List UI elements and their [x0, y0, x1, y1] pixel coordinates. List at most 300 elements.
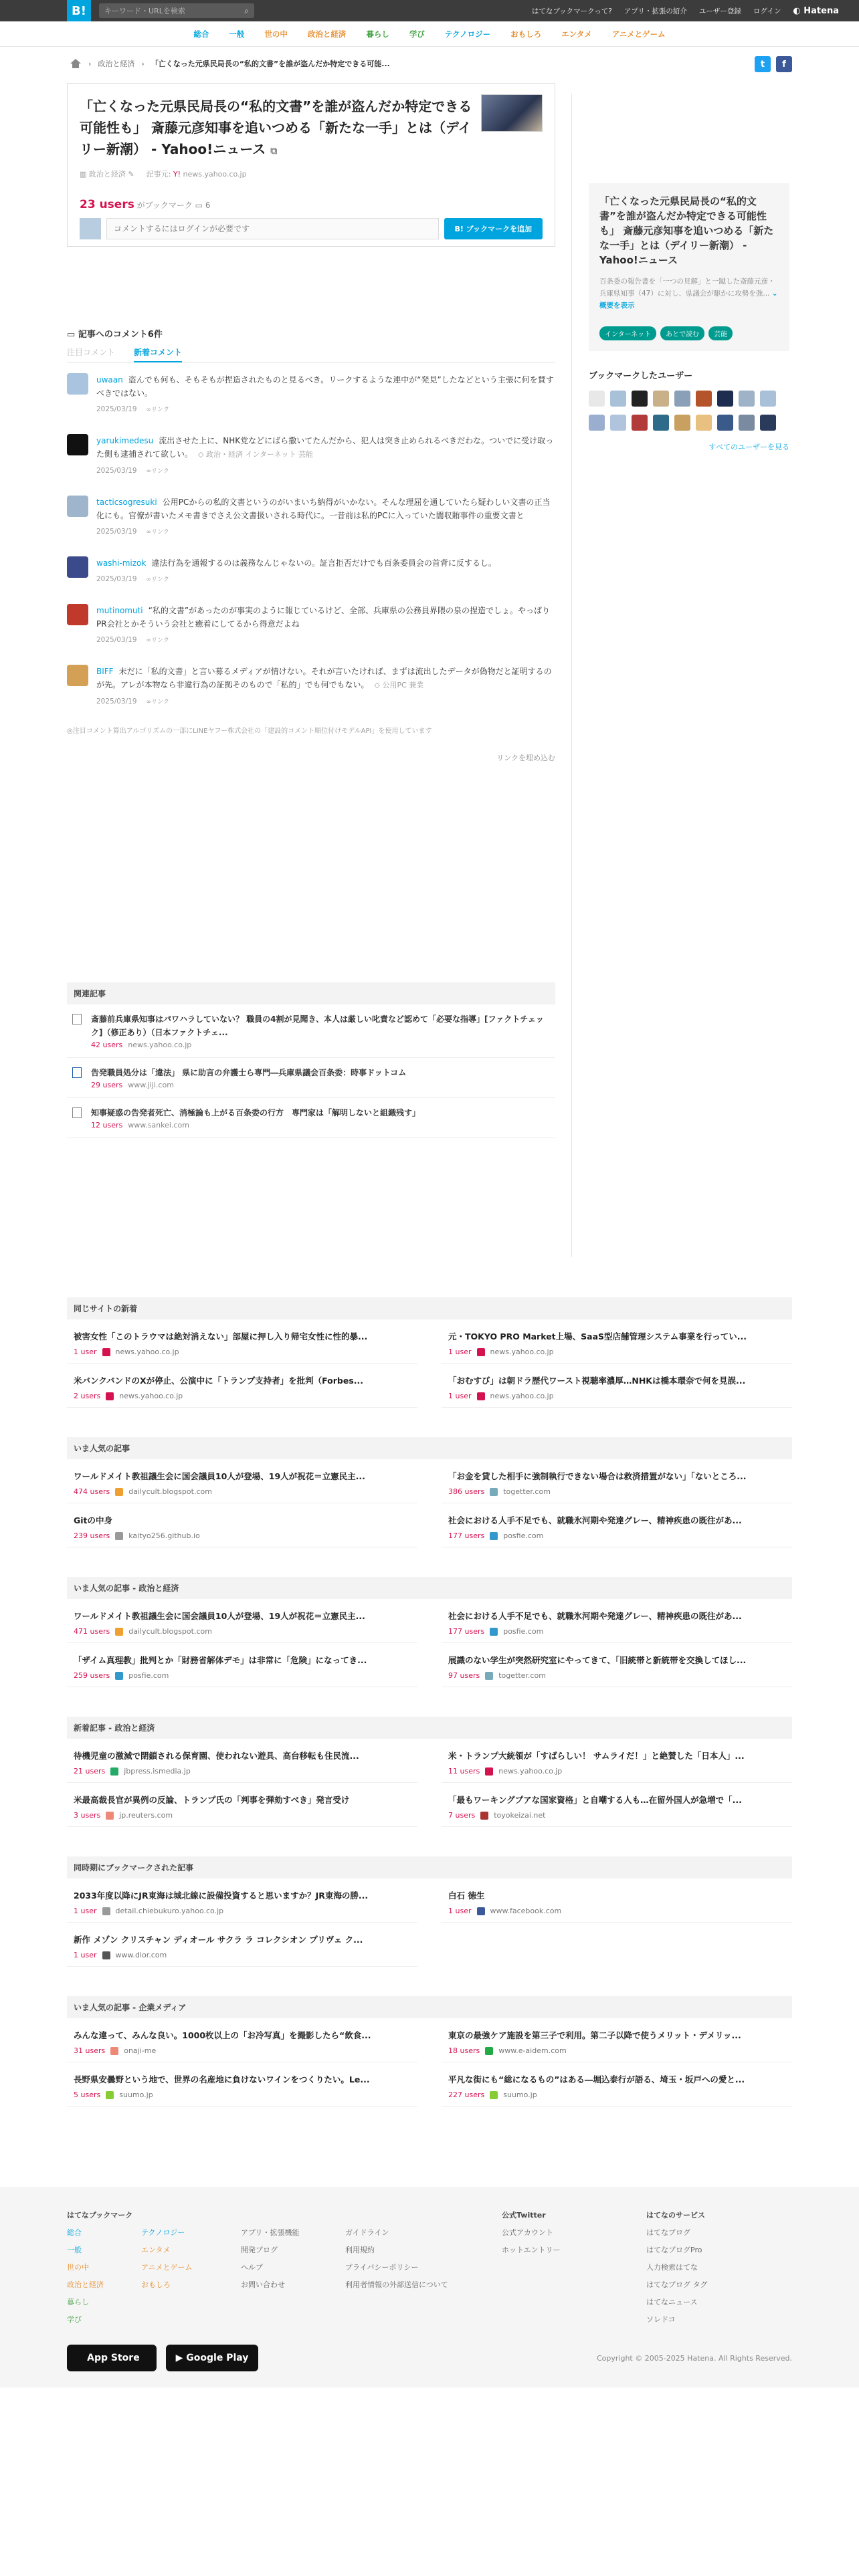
footer-link[interactable]: 利用者情報の外部送信について — [345, 2280, 448, 2289]
article-title[interactable]: Gitの中身 — [74, 1515, 113, 1525]
facebook-icon[interactable]: f — [776, 56, 792, 72]
section-header: 同時期にブックマークされた記事 — [67, 1856, 792, 1879]
article-item[interactable] — [442, 1503, 792, 1547]
comment-link-label: リンク — [151, 576, 169, 583]
article-title[interactable]: 長野県安曇野という地で、世界の名産地に負けないワインをつくりたい。Le... — [74, 2074, 370, 2084]
comment-username[interactable]: uwaan — [96, 375, 123, 385]
comment-date[interactable]: 2025/03/19 — [96, 405, 137, 413]
footer-link[interactable]: テクノロジー — [141, 2228, 185, 2237]
article-item[interactable] — [442, 1879, 792, 1923]
footer-link[interactable]: 学び — [67, 2315, 82, 2324]
nav-item[interactable]: 世の中 — [264, 29, 288, 39]
comment-date[interactable]: 2025/03/19 — [96, 575, 137, 583]
comment-date[interactable]: 2025/03/19 — [96, 528, 137, 536]
footer-link[interactable]: ガイドライン — [345, 2228, 389, 2237]
related-title[interactable]: 斎藤前兵庫県知事はパワハラしていない？ 職員の4割が見聞き、本人は厳しい叱責など認めて「必要な指導」[ファクトチェック]（修正あり）（日本ファクトチェ... — [91, 1014, 544, 1037]
external-link-icon[interactable]: ⧉ — [270, 146, 278, 156]
article-item[interactable] — [67, 1739, 417, 1783]
section-header: いま人気の記事 - 企業メディア — [67, 1996, 792, 2018]
article-item[interactable] — [67, 2018, 417, 2062]
article-meta — [74, 1671, 411, 1680]
comment-tags[interactable] — [198, 450, 313, 459]
breadcrumb-category[interactable]: 政治と経済 — [98, 60, 135, 68]
article-item[interactable] — [67, 1319, 417, 1364]
nav-item[interactable]: 一般 — [229, 29, 245, 39]
article-item[interactable] — [442, 1364, 792, 1408]
comment-link[interactable] — [147, 529, 169, 536]
entry-meta — [80, 169, 543, 179]
avatar[interactable] — [674, 415, 690, 431]
nav-item[interactable]: 学び — [409, 29, 425, 39]
footer-link[interactable]: アニメとゲーム — [141, 2263, 193, 2272]
article-users[interactable]: 386 users — [448, 1487, 485, 1496]
avatar — [80, 218, 101, 239]
comment-date[interactable]: 2025/03/19 — [96, 467, 137, 475]
comment-text-row — [96, 604, 555, 631]
search-box[interactable] — [99, 3, 254, 18]
footer-link[interactable]: 一般 — [67, 2246, 82, 2254]
site-favicon-icon — [106, 2091, 114, 2099]
article-title[interactable]: 「ザイム真理教」批判とか「財務省解体デモ」は非常に「危険」になってき... — [74, 1655, 367, 1665]
article-title[interactable]: 元・TOKYO PRO Market上場、SaaS型店舗管理システム事業を行ってい... — [448, 1331, 747, 1341]
article-users[interactable]: 1 user — [74, 1907, 97, 1915]
footer-link[interactable]: ホットエントリー — [502, 2246, 561, 2254]
related-item[interactable] — [67, 1098, 555, 1138]
comment-link[interactable] — [147, 576, 169, 583]
article-item[interactable] — [442, 1783, 792, 1827]
article-item[interactable] — [67, 1599, 417, 1643]
avatar[interactable] — [717, 391, 733, 407]
search-icon[interactable]: ⌕ — [244, 5, 249, 15]
article-site[interactable]: posfie.com — [128, 1671, 169, 1680]
home-icon[interactable] — [70, 58, 82, 69]
share-buttons — [755, 56, 792, 72]
breadcrumb — [0, 53, 859, 74]
article-meta — [74, 1487, 411, 1496]
document-icon — [72, 1107, 82, 1118]
footer-link[interactable]: ソレドコ — [646, 2315, 676, 2324]
comment-tags-text: 政治・経済 インターネット 芸能 — [205, 450, 313, 459]
article-site[interactable]: news.yahoo.co.jp — [115, 1348, 179, 1356]
article-item[interactable] — [67, 1459, 417, 1503]
article-meta — [74, 1811, 411, 1820]
avatar[interactable] — [589, 415, 605, 431]
article-meta — [448, 2046, 785, 2055]
article-meta — [74, 1392, 411, 1400]
comment-form — [80, 218, 543, 239]
tag[interactable]: 芸能 — [708, 326, 733, 340]
avatar[interactable] — [760, 391, 776, 407]
article-users[interactable]: 259 users — [74, 1671, 110, 1680]
summary-title[interactable]: 「亡くなった元県民局長の“私的文書”を誰が盗んだか特定できる可能性も」 斎藤元彦知事を追いつめる「新たな一手」とは（デイリー新潮） - Yahoo!ニュース — [599, 195, 774, 266]
article-site[interactable]: posfie.com — [503, 1627, 544, 1636]
article-meta — [448, 1767, 785, 1776]
article-item[interactable] — [442, 1643, 792, 1687]
link-icon: ∞ — [146, 637, 152, 644]
show-summary-label: 概要を表示 — [599, 302, 635, 310]
related-site[interactable]: news.yahoo.co.jp — [128, 1041, 192, 1049]
article-users[interactable]: 18 users — [448, 2046, 480, 2055]
article-section — [67, 1717, 792, 1827]
article-title[interactable]: 社会における人手不足でも、就職氷河期や発達グレー、精神疾患の既往があ... — [448, 1611, 742, 1621]
article-item[interactable] — [67, 1879, 417, 1923]
footer-col — [67, 2224, 104, 2329]
site-favicon-icon — [110, 1767, 118, 1776]
article-users[interactable]: 2 users — [74, 1392, 101, 1400]
comment-notice: ◎注目コメント算出アルゴリズムの一部にLINEヤフー株式会社の「建設的コメント順位付けモデルAPI」を使用しています — [67, 728, 432, 735]
related-site[interactable]: www.jiji.com — [128, 1081, 174, 1089]
footer-link[interactable]: はてなニュース — [646, 2298, 698, 2306]
article-item[interactable] — [67, 1503, 417, 1547]
article-users[interactable]: 1 user — [74, 1348, 97, 1356]
nav-item[interactable]: テクノロジー — [444, 29, 491, 39]
avatar[interactable] — [653, 391, 669, 407]
article-title[interactable]: 「おむすび」は朝ドラ歴代ワースト視聴率濃厚…NHKは橋本環奈で何を見誤... — [448, 1376, 746, 1386]
article-title[interactable]: 2033年度以降にJR東海は城北線に設備投資すると思いますか？JR東海の勝... — [74, 1891, 369, 1901]
avatar[interactable] — [610, 391, 626, 407]
avatar[interactable] — [67, 434, 88, 455]
avatar[interactable] — [760, 415, 776, 431]
avatar[interactable] — [696, 415, 712, 431]
article-section — [67, 1856, 792, 1967]
article-item[interactable] — [67, 1364, 417, 1408]
footer-heading: 公式Twitter — [502, 2211, 546, 2220]
avatar[interactable] — [674, 391, 690, 407]
google-play-badge[interactable] — [166, 2345, 258, 2371]
article-section — [67, 1577, 792, 1687]
article-section — [67, 1437, 792, 1547]
article-users[interactable]: 1 user — [448, 1348, 472, 1356]
comment-input[interactable] — [106, 218, 439, 239]
category-nav — [0, 21, 859, 47]
search-input[interactable] — [104, 7, 244, 15]
article-users[interactable]: 474 users — [74, 1487, 110, 1496]
article-item[interactable] — [442, 2062, 792, 2107]
comment-link[interactable] — [147, 637, 169, 644]
related-item[interactable] — [67, 1004, 555, 1058]
comment-username[interactable]: tacticsogresuki — [96, 498, 157, 507]
comment-username[interactable]: BIFF — [96, 667, 114, 676]
comment-meta — [96, 403, 555, 417]
top-bar — [0, 0, 859, 21]
related-site[interactable]: www.sankei.com — [128, 1121, 189, 1130]
article-site[interactable]: jbpress.ismedia.jp — [124, 1767, 191, 1776]
article-site[interactable]: suumo.jp — [119, 2090, 153, 2099]
article-site[interactable]: onaji-me — [124, 2046, 157, 2055]
article-users[interactable]: 177 users — [448, 1627, 485, 1636]
comment-link-label: リンク — [151, 529, 169, 536]
article-meta — [448, 1907, 785, 1915]
related-item[interactable] — [67, 1058, 555, 1098]
right-sidebar — [589, 74, 789, 452]
nav-item[interactable]: アニメとゲーム — [611, 29, 666, 39]
related-title[interactable]: 知事疑惑の告発者死亡、消極論も上がる百条委の行方 専門家は「解明しないと組織残す」 — [91, 1108, 421, 1117]
article-title[interactable]: 米最高裁長官が異例の反論、トランプ氏の「判事を弾劾すべき」発言受け — [74, 1795, 350, 1805]
related-title[interactable]: 告発職員処分は「違法」 県に助言の弁護士ら専門―兵庫県議会百条委：時事ドットコム — [91, 1068, 407, 1077]
article-users[interactable]: 97 users — [448, 1671, 480, 1680]
comment-text: “私的文書”があったのが事実のように報じているけど、全部、兵庫県の公務員界隈の泉の捏造でしょ。やっぱりPR会社とかそういう会社と癒着にしてるから得意だよね — [96, 606, 550, 629]
article-grid — [67, 1459, 792, 1547]
article-site[interactable]: suumo.jp — [503, 2090, 537, 2099]
related-users[interactable]: 29 users — [91, 1081, 123, 1089]
link-icon: ∞ — [146, 468, 152, 475]
apps-link[interactable]: アプリ・拡張の紹介 — [624, 7, 687, 15]
article-site[interactable]: posfie.com — [503, 1531, 544, 1540]
avatar[interactable] — [67, 604, 88, 625]
tag[interactable]: インターネット — [599, 326, 656, 340]
related-header: 関連記事 — [67, 982, 555, 1004]
article-users[interactable]: 7 users — [448, 1811, 476, 1820]
article-grid — [67, 1599, 792, 1687]
bookmark-summary — [80, 198, 543, 211]
avatar[interactable] — [653, 415, 669, 431]
site-favicon-icon — [485, 2047, 493, 2055]
related-meta — [91, 1081, 406, 1089]
comment-icon: ▭ — [195, 201, 203, 210]
article-item[interactable] — [442, 1599, 792, 1643]
footer-link[interactable]: 人力検索はてな — [646, 2263, 698, 2272]
login-link[interactable]: ログイン — [753, 7, 781, 15]
hatena-logo[interactable]: ◐ Hatena — [793, 5, 839, 16]
comment-meta — [96, 633, 555, 647]
comment-body — [96, 665, 555, 709]
article-title[interactable]: みんな違って、みんな良い。1000枚以上の「お冷写真」を撮影したら“飲食... — [74, 2030, 371, 2040]
article-users[interactable]: 1 user — [448, 1392, 472, 1400]
link-icon: ∞ — [146, 699, 152, 706]
footer-link[interactable]: 開発ブログ — [241, 2246, 278, 2254]
article-title[interactable]: 「最もワーキングプアな国家資格」と自嘲する人も…在留外国人が急増で「... — [448, 1795, 742, 1805]
article-title[interactable]: 平凡な街にも“総になるもの”はある―堀込泰行が語る、埼玉・坂戸への愛と... — [448, 2074, 745, 2084]
avatar[interactable] — [67, 665, 88, 686]
summary-card — [589, 183, 789, 351]
show-summary-button[interactable]: ⌄ 概要を表示 — [599, 290, 778, 310]
comments-section — [67, 327, 555, 763]
footer-link[interactable]: ヘルプ — [241, 2263, 263, 2272]
article-title[interactable]: 展識のない学生が突然研究室にやってきて、「旧統帯と新統帯を交換してほし... — [448, 1655, 747, 1665]
site-favicon-icon — [485, 1767, 493, 1776]
nav-item[interactable]: 総合 — [193, 29, 209, 39]
footer-link[interactable]: はてなブログ タグ — [646, 2280, 708, 2289]
site-favicon-icon — [102, 1951, 110, 1959]
article-grid — [67, 1319, 792, 1408]
article-site[interactable]: news.yahoo.co.jp — [490, 1392, 554, 1400]
footer-link[interactable]: お問い合わせ — [241, 2280, 285, 2289]
article-users[interactable]: 11 users — [448, 1767, 480, 1776]
article-title[interactable]: 米・トランプ大統領が「すばらしい！ サムライだ！」と絶賛した「日本人」... — [448, 1751, 745, 1761]
nav-item[interactable]: エンタメ — [561, 29, 592, 39]
tag-icon: ◇ — [374, 681, 383, 689]
article-title[interactable]: 社会における人手不足でも、就職氷河期や発達グレー、精神疾患の既往があ... — [448, 1515, 742, 1525]
article-item[interactable] — [442, 1319, 792, 1364]
article-site[interactable]: www.facebook.com — [490, 1907, 562, 1915]
article-title[interactable]: 新作 メゾン クリスチャン ディオール サクラ ラ コレクシオン プリヴェ ク... — [74, 1935, 363, 1945]
comment-username[interactable]: yarukimedesu — [96, 436, 154, 445]
article-site[interactable]: kaityo256.github.io — [128, 1531, 200, 1540]
tab-popular[interactable]: 注目コメント — [67, 348, 116, 357]
comment-tags[interactable] — [375, 681, 424, 689]
comment-username[interactable]: washi-mizok — [96, 558, 147, 568]
avatar[interactable] — [717, 415, 733, 431]
article-title[interactable]: 米バンクバンドのXが停止、公演中に「トランプ支持者」を批判（Forbes... — [74, 1376, 364, 1386]
article-title[interactable]: ワールドメイト教祖議生会に国会議員10人が登場、19人が祝花＝立憲民主... — [74, 1611, 365, 1621]
tag[interactable]: あとで読む — [660, 326, 704, 340]
article-users[interactable]: 239 users — [74, 1531, 110, 1540]
article-site[interactable]: www.dior.com — [115, 1951, 167, 1959]
comment-icon: ▭ — [67, 330, 76, 340]
section-header: いま人気の記事 - 政治と経済 — [67, 1577, 792, 1599]
article-site[interactable]: dailycult.blogspot.com — [128, 1627, 212, 1636]
comment-text: 流出させた上に、NHK党などにばら撒いてたんだから、犯人は突き止められるべきだわな。ついでに受け取った側も逮捕されて欲しい。 — [96, 436, 554, 459]
app-store-badge[interactable] — [67, 2345, 157, 2371]
tab-new[interactable]: 新着コメント — [134, 346, 182, 362]
avatar[interactable] — [739, 391, 755, 407]
footer-link[interactable]: 利用規約 — [345, 2246, 375, 2254]
article-site[interactable]: toyokeizai.net — [494, 1811, 546, 1820]
article-meta — [448, 1671, 785, 1680]
chevron-right-icon: › — [88, 59, 92, 68]
footer-link[interactable]: 暮らし — [67, 2298, 89, 2306]
footer-link[interactable]: 世の中 — [67, 2263, 89, 2272]
source-link[interactable]: news.yahoo.co.jp — [183, 170, 247, 179]
article-item[interactable] — [67, 1783, 417, 1827]
article-title[interactable]: 白石 徳生 — [448, 1891, 485, 1901]
avatar[interactable] — [67, 496, 88, 517]
footer-link[interactable]: はてなブログ — [646, 2228, 690, 2237]
article-site[interactable]: news.yahoo.co.jp — [498, 1767, 563, 1776]
avatar[interactable] — [632, 391, 648, 407]
article-title[interactable]: 東京の最強ケア施設を第三子で利用。第二子以降で使うメリット・デメリッ... — [448, 2030, 741, 2040]
related-section — [67, 982, 555, 1138]
footer-link[interactable]: プライバシーポリシー — [345, 2263, 419, 2272]
chevron-right-icon: › — [141, 59, 145, 68]
entry-thumbnail[interactable] — [481, 94, 543, 132]
related-users[interactable]: 12 users — [91, 1121, 123, 1130]
article-grid — [67, 2018, 792, 2107]
twitter-icon[interactable]: t — [755, 56, 771, 72]
hatebu-logo[interactable]: B! — [67, 0, 91, 21]
avatar[interactable] — [696, 391, 712, 407]
nav-item[interactable]: 暮らし — [366, 29, 389, 39]
footer-link[interactable]: 政治と経済 — [67, 2280, 104, 2289]
comment-date[interactable]: 2025/03/19 — [96, 697, 137, 706]
signup-link[interactable]: ユーザー登録 — [698, 7, 741, 15]
article-users[interactable]: 227 users — [448, 2090, 485, 2099]
entry-title-text[interactable]: 「亡くなった元県民局長の“私的文書”を誰が盗んだか特定できる可能性も」 斎藤元彦知事を追いつめる「新たな一手」とは（デイリー新潮） - Yahoo!ニュース — [80, 98, 472, 157]
footer-link[interactable]: おもしろ — [141, 2280, 171, 2289]
category-label[interactable]: ▥ 政治と経済 ✎ — [80, 170, 134, 179]
site-favicon-icon — [115, 1672, 123, 1680]
footer-link[interactable]: 公式アカウント — [502, 2228, 553, 2237]
avatar[interactable] — [632, 415, 648, 431]
footer-link[interactable]: はてなブログPro — [646, 2246, 702, 2254]
article-users[interactable]: 5 users — [74, 2090, 101, 2099]
avatar[interactable] — [67, 373, 88, 395]
comment-text-row — [96, 496, 555, 522]
footer-link[interactable]: アプリ・拡張機能 — [241, 2228, 300, 2237]
footer-link[interactable]: エンタメ — [141, 2246, 171, 2254]
comments-header — [67, 327, 555, 340]
footer-link[interactable]: 総合 — [67, 2228, 82, 2237]
entry-title[interactable] — [80, 96, 474, 162]
about-link[interactable]: はてなブックマークって? — [531, 7, 612, 15]
article-users[interactable]: 1 user — [448, 1907, 472, 1915]
footer-twitter — [502, 2207, 561, 2259]
embed-link[interactable]: リンクを埋め込む — [496, 754, 555, 762]
related-body — [91, 1066, 406, 1089]
article-users[interactable]: 1 user — [74, 1951, 97, 1959]
comment-text: 盗んでも何も、そもそもが捏造されたものと見るべき。リークするような連中が“発見”したなどという主張に何を賛すべきではない。 — [96, 375, 554, 398]
article-users[interactable]: 3 users — [74, 1811, 101, 1820]
article-meta — [74, 1767, 411, 1776]
article-site[interactable]: jp.reuters.com — [119, 1811, 173, 1820]
comment-link[interactable] — [147, 407, 169, 413]
article-users[interactable]: 21 users — [74, 1767, 106, 1776]
article-item[interactable] — [67, 2062, 417, 2107]
summary-text — [599, 276, 779, 312]
avatar[interactable] — [739, 415, 755, 431]
related-body — [91, 1106, 420, 1130]
comment-meta — [96, 572, 496, 586]
related-meta — [91, 1041, 550, 1049]
category-text: 政治と経済 — [88, 170, 126, 179]
avatar[interactable] — [67, 556, 88, 578]
article-item[interactable] — [67, 1923, 417, 1967]
site-favicon-icon — [110, 2047, 118, 2055]
bookmark-users-grid — [589, 391, 789, 431]
avatar[interactable] — [589, 391, 605, 407]
related-users[interactable]: 42 users — [91, 1041, 123, 1049]
article-meta — [74, 1531, 411, 1540]
article-site[interactable]: togetter.com — [498, 1671, 546, 1680]
footer-col-policies — [345, 2224, 448, 2294]
article-title[interactable]: 待機児童の激減で閉鎖される保育園、使われない遊具、高台移転も住民流... — [74, 1751, 359, 1761]
article-title[interactable]: 「お金を貸した相手に強制執行できない場合は救済措置がない」「ないところ... — [448, 1471, 747, 1481]
comment-link[interactable] — [147, 699, 169, 706]
article-section — [67, 1297, 792, 1408]
link-icon: ∞ — [146, 529, 152, 536]
article-item[interactable] — [442, 2018, 792, 2062]
comment-date[interactable]: 2025/03/19 — [96, 636, 137, 644]
all-users-link[interactable]: すべてのユーザーを見る — [708, 443, 789, 451]
bookmark-count[interactable]: 23 users — [80, 198, 134, 211]
article-site[interactable]: news.yahoo.co.jp — [490, 1348, 554, 1356]
article-site[interactable]: dailycult.blogspot.com — [128, 1487, 212, 1496]
article-title[interactable]: ワールドメイト教祖議生会に国会議員10人が登場、19人が祝花＝立憲民主... — [74, 1471, 365, 1481]
article-item[interactable] — [67, 1643, 417, 1687]
comment-count: 6 — [205, 201, 211, 210]
comment-link-label: リンク — [151, 699, 169, 706]
comment-username[interactable]: mutinomuti — [96, 606, 143, 615]
article-users[interactable]: 177 users — [448, 1531, 485, 1540]
article-item[interactable] — [442, 1739, 792, 1783]
yahoo-icon: Y! — [173, 170, 181, 179]
article-site[interactable]: togetter.com — [503, 1487, 551, 1496]
add-bookmark-button[interactable]: B! ブックマークを追加 — [444, 218, 543, 239]
article-users[interactable]: 471 users — [74, 1627, 110, 1636]
comment-link[interactable] — [147, 468, 169, 475]
article-title[interactable]: 被害女性「このトラウマは絶対消えない」部屋に押し入り帰宅女性に性的暴... — [74, 1331, 368, 1341]
article-item[interactable] — [442, 1459, 792, 1503]
article-users[interactable]: 31 users — [74, 2046, 106, 2055]
site-favicon-icon — [480, 1812, 488, 1820]
avatar[interactable] — [610, 415, 626, 431]
comment-meta — [96, 464, 555, 478]
article-site[interactable]: news.yahoo.co.jp — [119, 1392, 183, 1400]
article-site[interactable]: detail.chiebukuro.yahoo.co.jp — [115, 1907, 224, 1915]
nav-item[interactable]: おもしろ — [510, 29, 542, 39]
article-site[interactable]: www.e-aidem.com — [498, 2046, 567, 2055]
nav-item[interactable]: 政治と経済 — [307, 29, 347, 39]
